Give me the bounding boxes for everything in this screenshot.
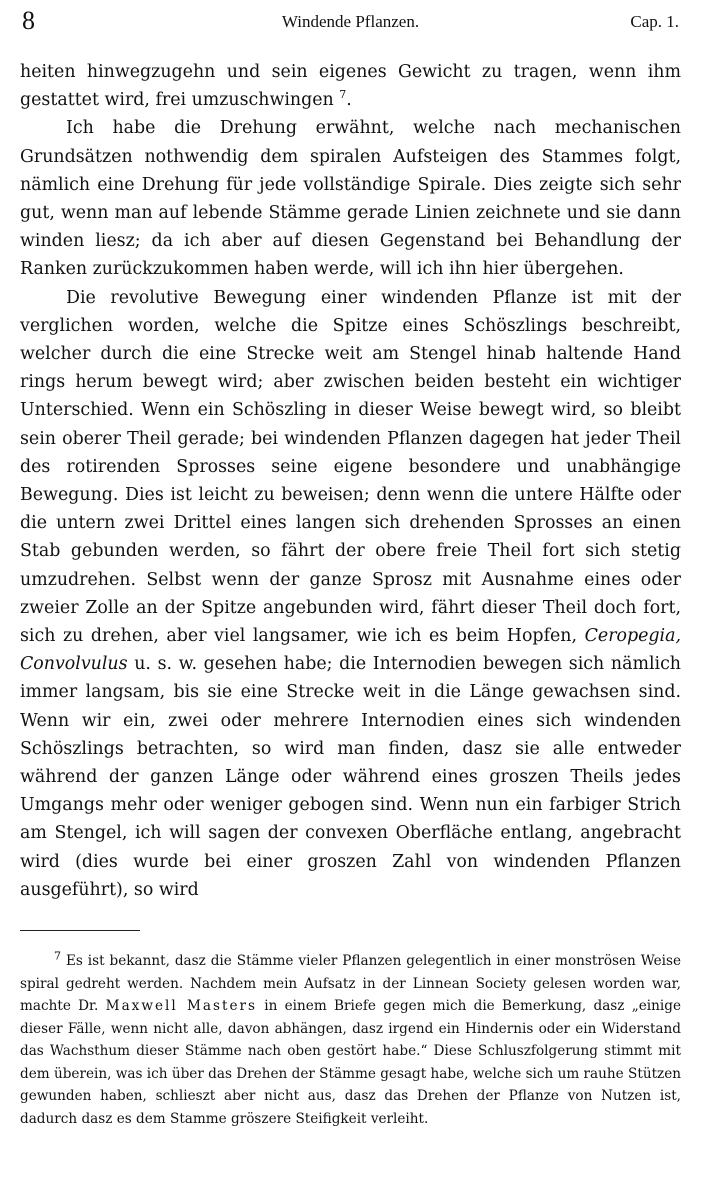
plant-genus-names: Ceropegia, Convolvulus <box>20 626 681 675</box>
footnote-reference: 7 <box>339 88 347 102</box>
footnote-text-b: in einem Briefe gegen mich die Bemerkung, dasz „einige dieser Fälle, wenn nicht alle, davon abhängen, dasz irgend ein Hindernis oder ein Widerstand das Wachsthum dieser Stämme nach oben gestört habe.“ Diese Schluszfolgerung stimmt mit dem überein, was ich über das Drehen der Stämme gesagt habe, welche sich um rauhe Stützen gewunden haben, schlieszt aber nicht aus, dasz das Drehen der Pflanze von Nutzen ist, dadurch dasz es dem Stamme gröszere Steifigkeit verleiht. <box>20 998 682 1127</box>
running-title: Windende Pflanzen. <box>281 12 420 31</box>
paragraph-3 <box>20 284 681 904</box>
footnote-person-name: Maxwell Masters <box>105 998 257 1014</box>
footnote <box>20 950 681 1130</box>
footnote-divider <box>20 930 140 931</box>
paragraph-3-text-b: u. s. w. gesehen habe; die Internodien bewegen sich nämlich immer langsam, bis sie eine Strecke weit in die Länge gewachsen sind. Wenn wir ein, zwei oder mehrere Internodien eines sich windenden Schöszlings betrachten, so wird man finden, dasz sie alle entweder während der ganzen Länge oder während eines groszen Theils jedes Umgangs mehr oder weniger gebogen sind. Wenn nun ein farbiger Strich am Stengel, ich will sagen der convexen Oberfläche entlang, angebracht wird (dies wurde bei einer groszen Zahl von windenden Pflanzen ausgeführt), so wird <box>20 654 682 900</box>
paragraph-2: Ich habe die Drehung erwähnt, welche nach mechanischen Grundsätzen nothwendig dem spiralen Aufsteigen des Stammes folgt, nämlich eine Drehung für jede vollständige Spirale. Dies zeigte sich sehr gut, wenn man auf lebende Stämme gerade Linien zeichnete und sie dann winden liesz; da ich aber auf diesen Gegenstand bei Behandlung der Ranken zurückzukommen haben werde, will ich ihn hier übergehen. <box>20 118 681 280</box>
footnote-text-a: Es ist bekannt, dasz die Stämme vieler Pflanzen gelegentlich in einer monströsen Weise spiral gedreht werden. Nachdem mein Aufsatz in der Linnean Society gelesen worden war, machte Dr. <box>20 953 682 1014</box>
chapter-label: Cap. 1. <box>630 12 679 31</box>
paragraph-3-text-a: Die revolutive Bewegung einer windenden Pflanze ist mit der verglichen worden, welche die Spitze eines Schöszlings beschreibt, welcher durch die eine Strecke weit am Stengel hinab haltende Hand rings herum bewegt wird; aber zwischen beiden besteht ein wichtiger Unterschied. Wenn ein Schöszling in dieser Weise bewegt wird, so bleibt sein oberer Theil gerade; bei windenden Pflanzen dagegen hat jeder Theil des rotirenden Sprosses seine eigene besondere und unabhängige Bewegung. Dies ist leicht zu beweisen; denn wenn die untere Hälfte oder die untern zwei Drittel eines langen sich drehenden Sprosses an einen Stab gebunden werden, so fährt der obere freie Theil fort sich stetig umzudrehen. Selbst wenn der ganze Sprosz mit Ausnahme eines oder zweier Zolle an der Spitze angebunden wird, fährt dieser Theil doch fort, sich zu drehen, aber viel langsamer, wie ich es beim Hopfen, <box>20 287 681 647</box>
paragraph-1-text: heiten hinwegzugehn und sein eigenes Gewicht zu tragen, wenn ihm gestattet wird, frei umzuschwingen <box>20 62 681 111</box>
page-number: 8 <box>22 6 35 35</box>
paragraph-1 <box>20 58 681 114</box>
page-header <box>22 6 679 40</box>
footnote-mark: 7 <box>54 949 61 963</box>
paragraph-1-end: . <box>346 90 352 111</box>
footnote-text <box>20 950 681 1130</box>
main-text <box>20 58 681 904</box>
